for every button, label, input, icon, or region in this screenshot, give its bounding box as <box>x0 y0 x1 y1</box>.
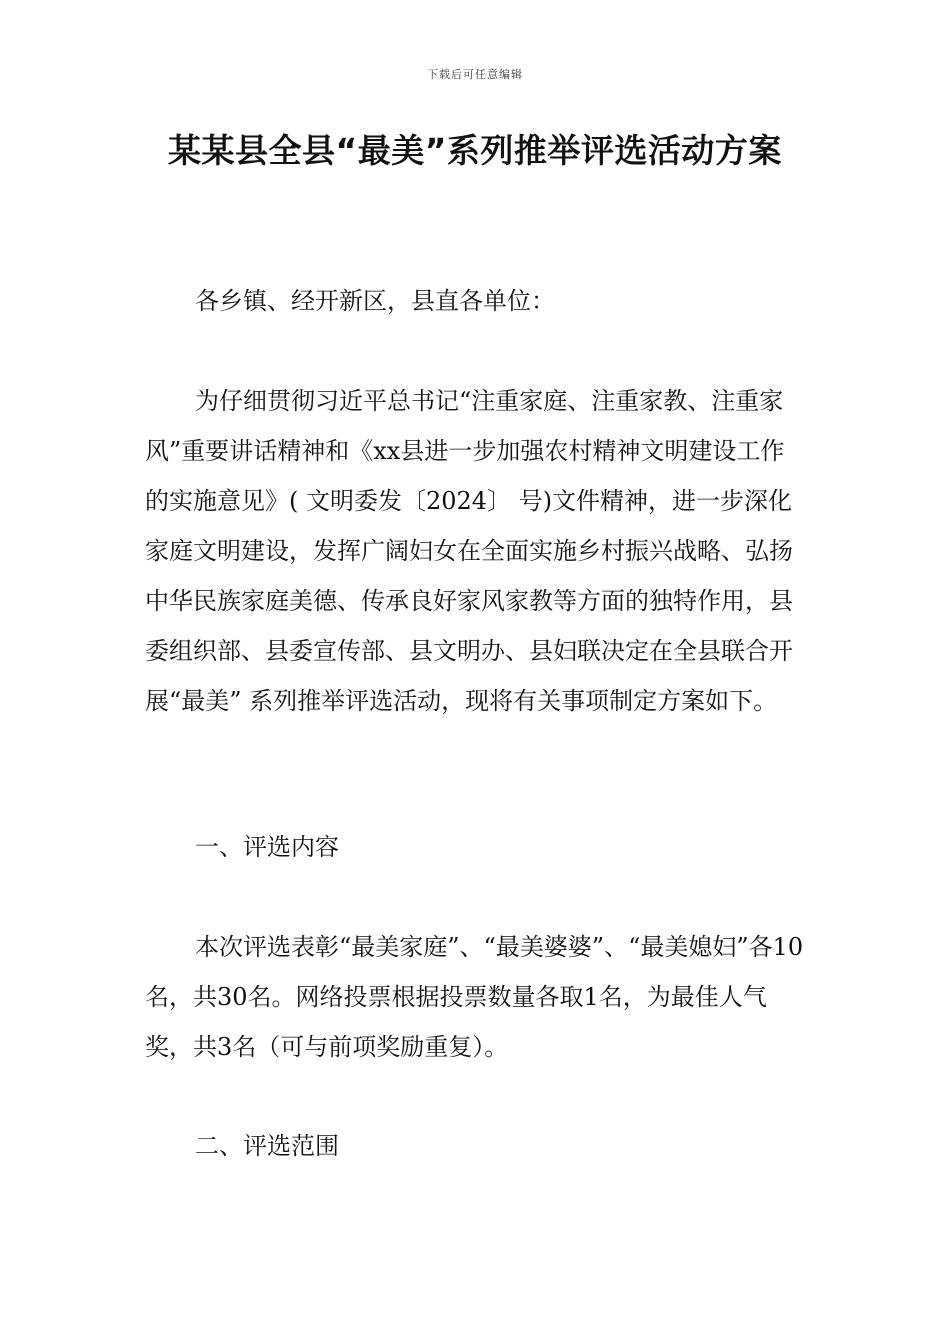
section-heading-evaluation-scope: 二、评选范围 <box>195 1132 339 1160</box>
section-body-evaluation-content: 本次评选表彰“最美家庭”、“最美婆婆”、“最美媳妇”各10名，共30名。网络投票根据投票数量各取1名，为最佳人气奖，共3名（可与前项奖励重复）。 <box>145 933 804 1061</box>
header-note: 下载后可任意编辑 <box>427 68 523 81</box>
intro-paragraph: 为仔细贯彻习近平总书记“注重家庭、注重家教、注重家风”重要讲话精神和《xx县进一步加强农村精神文明建设工作的实施意见》( 文明委发〔2024〕 号)文件精神，进一步深化家庭文明建设，发挥广阔妇女在全面实施乡村振兴战略、弘扬中华民族家庭美德、传承良好家风家教等方面的独特作用，县委组织部、县委宣传部、县文明办、县妇联决定在全县联合开展“最美” 系列推举评选活动，现将有关事项制定方案如下。 <box>145 387 793 715</box>
document-title: 某某县全县“最美”系列推举评选活动方案 <box>168 131 782 170</box>
salutation: 各乡镇、经开新区，县直各单位： <box>195 287 555 315</box>
section-heading-evaluation-content: 一、评选内容 <box>195 833 339 861</box>
